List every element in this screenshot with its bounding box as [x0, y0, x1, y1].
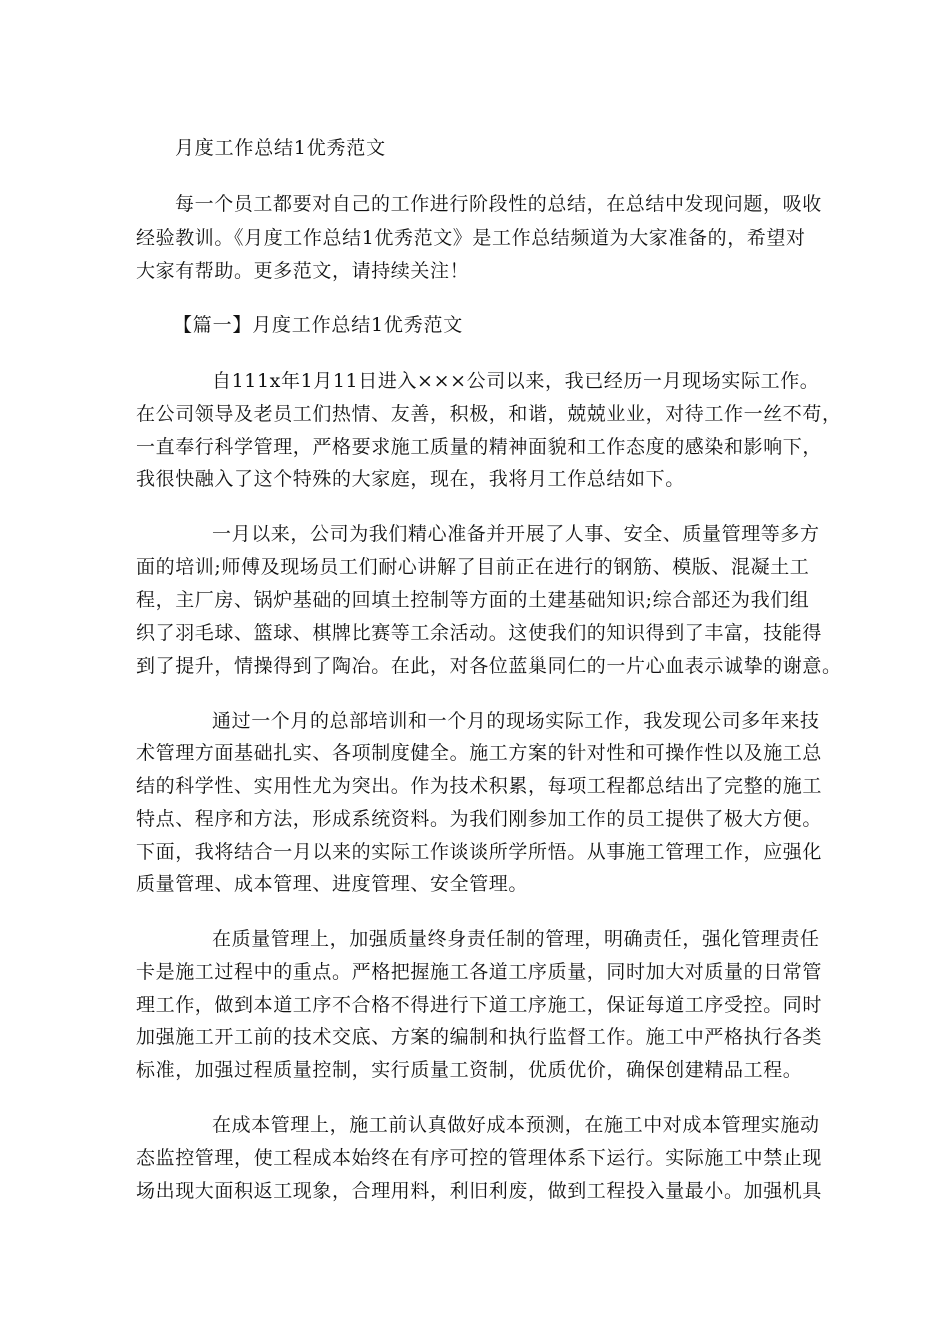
paragraph-line: 理工作，做到本道工序不合格不得进行下道工序施工，保证每道工序受控。同时 — [136, 994, 823, 1016]
paragraph-line: 通过一个月的总部培训和一个月的现场实际工作，我发现公司多年来技 — [212, 710, 820, 732]
paragraph-line: 质量管理、成本管理、进度管理、安全管理。 — [136, 873, 529, 895]
paragraph-line: 在质量管理上，加强质量终身责任制的管理，明确责任，强化管理责任 — [212, 928, 820, 950]
intro-line: 每一个员工都要对自己的工作进行阶段性的总结，在总结中发现问题，吸收 — [175, 193, 822, 215]
paragraph-line: 在成本管理上，施工前认真做好成本预测，在施工中对成本管理实施动 — [212, 1114, 820, 1136]
paragraph-line: 特点、程序和方法，形成系统资料。为我们刚参加工作的员工提供了极大方便。 — [136, 808, 823, 830]
intro-line: 大家有帮助。更多范文，请持续关注！ — [136, 260, 470, 282]
paragraph-line: 程，主厂房、锅炉基础的回填土控制等方面的土建基础知识;综合部还为我们组 — [136, 589, 810, 611]
paragraph-line: 织了羽毛球、篮球、棋牌比赛等工余活动。这使我们的知识得到了丰富，技能得 — [136, 622, 823, 644]
paragraph-line: 面的培训;师傅及现场员工们耐心讲解了目前正在进行的钢筋、模版、混凝土工 — [136, 556, 810, 578]
paragraph-line: 术管理方面基础扎实、各项制度健全。施工方案的针对性和可操作性以及施工总 — [136, 742, 823, 764]
paragraph-line: 加强施工开工前的技术交底、方案的编制和执行监督工作。施工中严格执行各类 — [136, 1026, 823, 1048]
paragraph-line: 下面，我将结合一月以来的实际工作谈谈所学所悟。从事施工管理工作，应强化 — [136, 841, 823, 863]
paragraph-line: 态监控管理，使工程成本始终在有序可控的管理体系下运行。实际施工中禁止现 — [136, 1147, 823, 1169]
paragraph-line: 卡是施工过程中的重点。严格把握施工各道工序质量，同时加大对质量的日常管 — [136, 961, 823, 983]
section-heading: 【篇一】月度工作总结1优秀范文 — [173, 314, 464, 336]
document-title: 月度工作总结1优秀范文 — [175, 137, 386, 159]
paragraph-line: 一直奉行科学管理，严格要求施工质量的精神面貌和工作态度的感染和影响下， — [136, 436, 823, 458]
paragraph-line: 标准，加强过程质量控制，实行质量工资制，优质优价，确保创建精品工程。 — [136, 1059, 803, 1081]
paragraph-line: 到了提升，情操得到了陶冶。在此，对各位蓝巢同仁的一片心血表示诚挚的谢意。 — [136, 655, 842, 677]
paragraph-line: 一月以来，公司为我们精心准备并开展了人事、安全、质量管理等多方 — [212, 523, 820, 545]
paragraph-line: 在公司领导及老员工们热情、友善，积极，和谐，兢兢业业，对待工作一丝不苟， — [136, 403, 842, 425]
paragraph-line: 结的科学性、实用性尤为突出。作为技术积累，每项工程都总结出了完整的施工 — [136, 775, 823, 797]
intro-line: 经验教训。《月度工作总结1优秀范文》是工作总结频道为大家准备的，希望对 — [136, 227, 806, 249]
paragraph-line: 我很快融入了这个特殊的大家庭，现在，我将月工作总结如下。 — [136, 468, 685, 490]
paragraph-line: 场出现大面积返工现象，合理用料，利旧利废，做到工程投入量最小。加强机具 — [136, 1180, 823, 1202]
paragraph-line: 自111x年1月11日进入×××公司以来，我已经历一月现场实际工作。 — [212, 370, 820, 392]
